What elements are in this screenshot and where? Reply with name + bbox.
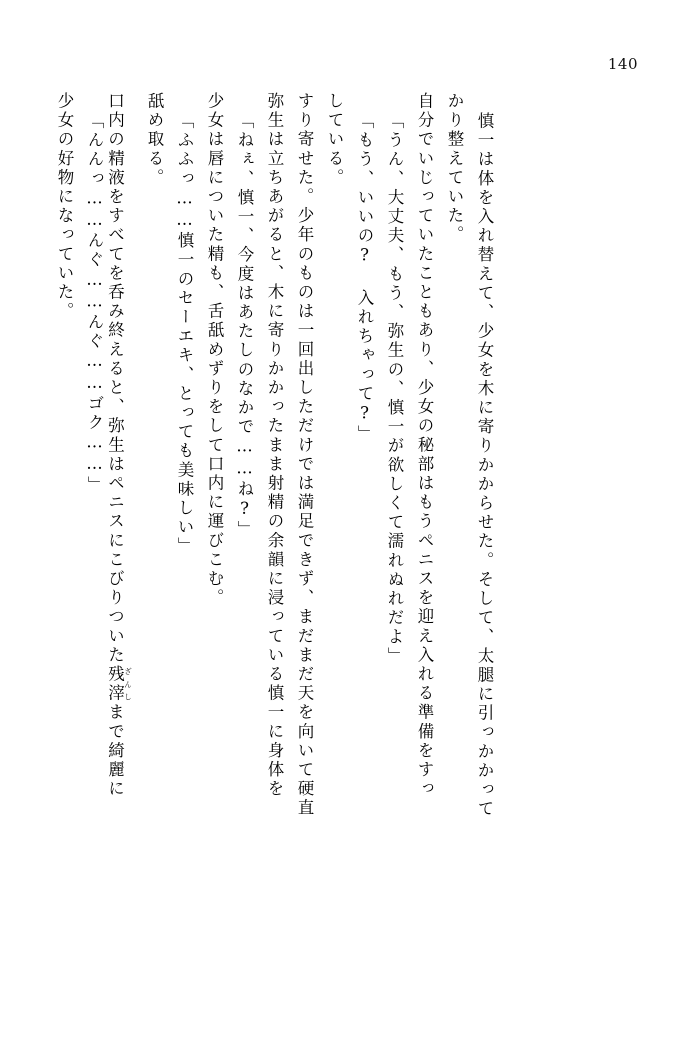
text-line: 「ねぇ、慎一、今度はあたしのなかで……ね?」: [235, 112, 254, 540]
text-line: 舐め取る。: [145, 92, 164, 188]
text-line: 慎一は体を入れ替えて、少女を木に寄りかからせた。そして、太腿に引っかかって: [475, 112, 494, 819]
text-line: かり整えていた。: [445, 92, 464, 245]
text-line: 自分でいじっていたこともあり、少女の秘部はもうペニスを迎え入れる準備をすっ: [415, 92, 434, 799]
page-number: 140: [607, 55, 638, 73]
text-line: すり寄せた。少年のものは一回出しただけでは満足できず、まだまだ天を向いて硬直: [295, 92, 314, 818]
text-line: 少女の好物になっていた。: [55, 92, 74, 322]
text-line: 「うん、大丈夫、もう、弥生の、慎一が欲しくて濡れぬれだよ」: [385, 112, 404, 666]
ruby-annotation: 残滓 ざんし: [105, 665, 133, 704]
text-line: 「んんっ……んぐ……んぐ……ゴク……」: [85, 112, 104, 495]
text-line: 少女は唇についた精も、舌舐めずりをして口内に運びこむ。: [205, 92, 224, 608]
text-line: 「もう、いいの? 入れちゃって?」: [355, 112, 374, 445]
text-line-with-ruby: 口内の精液をすべてを呑み終えると、弥生はペニスにこびりついた残滓 ざんしまで綺麗に: [105, 92, 133, 799]
text-line: している。: [325, 92, 344, 188]
ruby-reading: ざんし: [123, 665, 133, 704]
text-line: 弥生は立ちあがると、木に寄りかかったまま射精の余韻に浸っている慎一に身体を: [265, 92, 284, 799]
vertical-text-block: [42, 92, 642, 972]
text-line: 「ふふっ……慎一のセーエキ、とっても美味しい」: [175, 112, 194, 557]
